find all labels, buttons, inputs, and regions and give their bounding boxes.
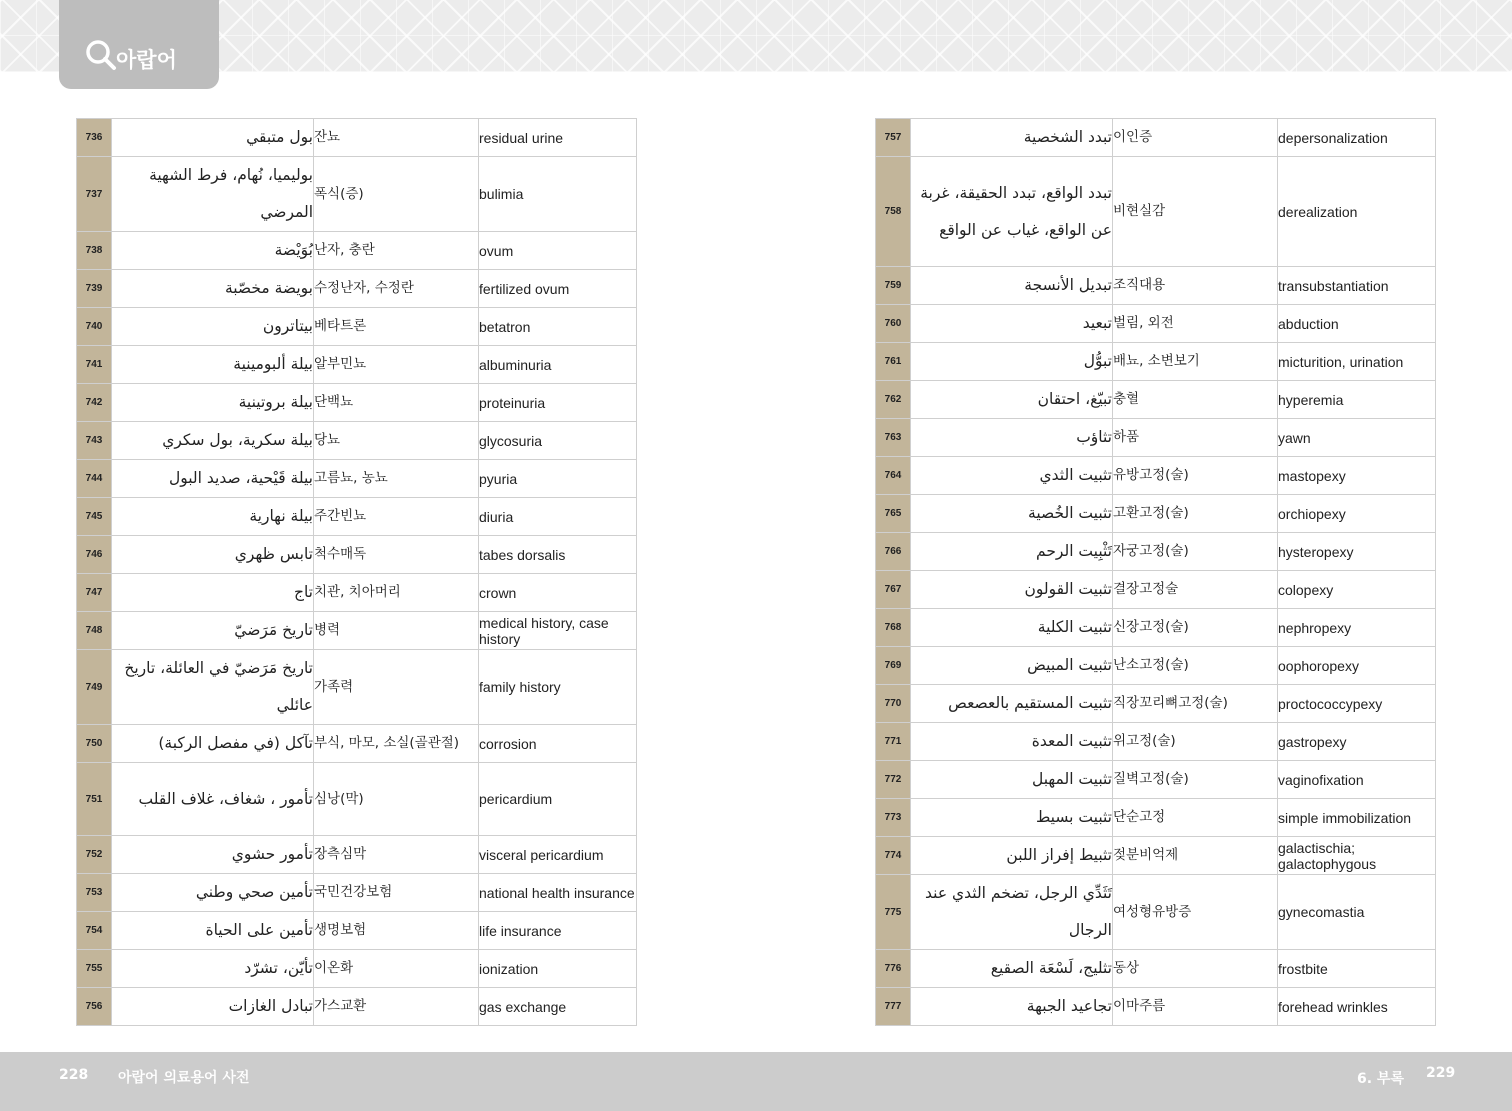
english-term: ovum [479, 232, 637, 270]
korean-term: 이온화 [314, 950, 479, 988]
entry-number: 766 [876, 533, 911, 571]
section-label: 6. 부록 [1357, 1071, 1404, 1087]
arabic-term: بُوَيْضة [112, 232, 314, 270]
table-row [77, 912, 637, 950]
arabic-term: تثبيت الكلية [911, 609, 1113, 647]
entry-number: 777 [876, 988, 911, 1026]
english-term: hyperemia [1278, 381, 1436, 419]
entry-number: 744 [77, 460, 112, 498]
arabic-term: تأيّن، تشرّد [112, 950, 314, 988]
entry-number: 757 [876, 119, 911, 157]
entry-number: 762 [876, 381, 911, 419]
search-icon [84, 38, 118, 72]
entry-number: 741 [77, 346, 112, 384]
entry-number: 759 [876, 267, 911, 305]
arabic-term: تابس ظهري [112, 536, 314, 574]
table-row [876, 571, 1436, 609]
arabic-term: تَثَدِّي الرجل، تضخم الثدي عند الرجال [911, 875, 1113, 950]
korean-term: 벌림, 외전 [1113, 305, 1278, 343]
table-row [876, 419, 1436, 457]
page-footer [0, 1052, 1512, 1111]
table-row [77, 346, 637, 384]
arabic-term: بيلة بروتينية [112, 384, 314, 422]
entry-number: 754 [77, 912, 112, 950]
left-page-number: 228 [59, 1067, 89, 1083]
entry-number: 770 [876, 685, 911, 723]
korean-term: 위고정(술) [1113, 723, 1278, 761]
arabic-term: بيلة قَيْحية، صديد البول [112, 460, 314, 498]
arabic-term: تثبيت القولون [911, 571, 1113, 609]
entry-number: 760 [876, 305, 911, 343]
korean-term: 하품 [1113, 419, 1278, 457]
entry-number: 746 [77, 536, 112, 574]
english-term: gynecomastia [1278, 875, 1436, 950]
table-row [876, 457, 1436, 495]
entry-number: 768 [876, 609, 911, 647]
english-term: glycosuria [479, 422, 637, 460]
arabic-term: تثبيت الخُصية [911, 495, 1113, 533]
english-term: national health insurance [479, 874, 637, 912]
arabic-term: تثبيط إفراز اللبن [911, 837, 1113, 875]
right-dictionary-table [875, 118, 1436, 1026]
korean-term: 신장고정(술) [1113, 609, 1278, 647]
arabic-term: تبدد الواقع، تبدد الحقيقة، غربة عن الواقع، غياب عن الواقع [911, 157, 1113, 267]
entry-number: 776 [876, 950, 911, 988]
korean-term: 조직대용 [1113, 267, 1278, 305]
arabic-term: تَثْبِيت الرحم [911, 533, 1113, 571]
table-row [77, 725, 637, 763]
entry-number: 756 [77, 988, 112, 1026]
english-term: proctococcypexy [1278, 685, 1436, 723]
entry-number: 763 [876, 419, 911, 457]
korean-term: 단순고정 [1113, 799, 1278, 837]
table-row [77, 874, 637, 912]
table-row [876, 381, 1436, 419]
table-row [876, 609, 1436, 647]
language-tab-label: 아랍어 [116, 48, 177, 72]
table-row [77, 612, 637, 650]
korean-term: 유방고정(술) [1113, 457, 1278, 495]
table-row [77, 270, 637, 308]
korean-term: 여성형유방증 [1113, 875, 1278, 950]
entry-number: 775 [876, 875, 911, 950]
english-term: diuria [479, 498, 637, 536]
arabic-term: تثبيت الثدي [911, 457, 1113, 495]
arabic-term: تبادل الغازات [112, 988, 314, 1026]
english-term: frostbite [1278, 950, 1436, 988]
korean-term: 폭식(증) [314, 157, 479, 232]
english-term: tabes dorsalis [479, 536, 637, 574]
english-term: pericardium [479, 763, 637, 836]
english-term: forehead wrinkles [1278, 988, 1436, 1026]
arabic-term: بول متبقي [112, 119, 314, 157]
korean-term: 가스교환 [314, 988, 479, 1026]
arabic-term: تثبيت بسيط [911, 799, 1113, 837]
entry-number: 749 [77, 650, 112, 725]
entry-number: 743 [77, 422, 112, 460]
korean-term: 척수매독 [314, 536, 479, 574]
entry-number: 764 [876, 457, 911, 495]
arabic-term: تثبيت المهبل [911, 761, 1113, 799]
arabic-term: تثليج، لَسْعَة الصقيع [911, 950, 1113, 988]
entry-number: 769 [876, 647, 911, 685]
korean-term: 고환고정(술) [1113, 495, 1278, 533]
korean-term: 배뇨, 소변보기 [1113, 343, 1278, 381]
entry-number: 750 [77, 725, 112, 763]
english-term: mastopexy [1278, 457, 1436, 495]
table-row [77, 988, 637, 1026]
english-term: hysteropexy [1278, 533, 1436, 571]
korean-term: 가족력 [314, 650, 479, 725]
entry-number: 738 [77, 232, 112, 270]
entry-number: 747 [77, 574, 112, 612]
korean-term: 치관, 치아머리 [314, 574, 479, 612]
table-row [876, 533, 1436, 571]
table-row [77, 460, 637, 498]
entry-number: 765 [876, 495, 911, 533]
english-term: crown [479, 574, 637, 612]
english-term: family history [479, 650, 637, 725]
arabic-term: تأمور ، شغاف، غلاف القلب [112, 763, 314, 836]
entry-number: 772 [876, 761, 911, 799]
table-row [876, 157, 1436, 267]
korean-term: 충혈 [1113, 381, 1278, 419]
header-pattern-band [0, 0, 1512, 72]
table-row [876, 761, 1436, 799]
table-row [77, 384, 637, 422]
book-title: 아랍어 의료용어 사전 [118, 1070, 250, 1086]
korean-term: 잔뇨 [314, 119, 479, 157]
korean-term: 질벽고정(술) [1113, 761, 1278, 799]
table-row [77, 763, 637, 836]
korean-term: 이마주름 [1113, 988, 1278, 1026]
korean-term: 병력 [314, 612, 479, 650]
table-row [77, 232, 637, 270]
korean-term: 결장고정술 [1113, 571, 1278, 609]
english-term: visceral pericardium [479, 836, 637, 874]
right-page-number: 229 [1426, 1065, 1456, 1081]
arabic-term: تأمين صحي وطني [112, 874, 314, 912]
korean-term: 알부민뇨 [314, 346, 479, 384]
arabic-term: تبدد الشخصية [911, 119, 1113, 157]
english-term: oophoropexy [1278, 647, 1436, 685]
arabic-term: بيلة ألبومينية [112, 346, 314, 384]
korean-term: 부식, 마모, 소실(골관절) [314, 725, 479, 763]
arabic-term: بيلة نهارية [112, 498, 314, 536]
english-term: residual urine [479, 119, 637, 157]
entry-number: 737 [77, 157, 112, 232]
english-term: depersonalization [1278, 119, 1436, 157]
arabic-term: تثبيت المستقيم بالعصعص [911, 685, 1113, 723]
english-term: ionization [479, 950, 637, 988]
entry-number: 753 [77, 874, 112, 912]
table-row [77, 119, 637, 157]
english-term: proteinuria [479, 384, 637, 422]
english-term: betatron [479, 308, 637, 346]
entry-number: 745 [77, 498, 112, 536]
korean-term: 자궁고정(술) [1113, 533, 1278, 571]
arabic-term: تأمور حشوي [112, 836, 314, 874]
table-row [876, 119, 1436, 157]
english-term: corrosion [479, 725, 637, 763]
korean-term: 젖분비억제 [1113, 837, 1278, 875]
table-row [77, 157, 637, 232]
table-row [876, 495, 1436, 533]
english-term: galactischia; galactophygous [1278, 837, 1436, 875]
arabic-term: تثبيت المعدة [911, 723, 1113, 761]
table-row [77, 950, 637, 988]
korean-term: 비현실감 [1113, 157, 1278, 267]
arabic-term: تثاؤب [911, 419, 1113, 457]
arabic-term: تاج [112, 574, 314, 612]
arabic-term: تبعيد [911, 305, 1113, 343]
table-row [876, 799, 1436, 837]
english-term: derealization [1278, 157, 1436, 267]
entry-number: 773 [876, 799, 911, 837]
table-row [77, 650, 637, 725]
english-term: abduction [1278, 305, 1436, 343]
korean-term: 동상 [1113, 950, 1278, 988]
arabic-term: تآكل (في مفصل الركبة) [112, 725, 314, 763]
korean-term: 고름뇨, 농뇨 [314, 460, 479, 498]
korean-term: 심낭(막) [314, 763, 479, 836]
korean-term: 난소고정(술) [1113, 647, 1278, 685]
english-term: life insurance [479, 912, 637, 950]
entry-number: 748 [77, 612, 112, 650]
arabic-term: تأمين على الحياة [112, 912, 314, 950]
arabic-term: تاريخ مَرَضيّ في العائلة، تاريخ عائلي [112, 650, 314, 725]
entry-number: 739 [77, 270, 112, 308]
table-row [77, 422, 637, 460]
korean-term: 단백뇨 [314, 384, 479, 422]
arabic-term: بيلة سكرية، بول سكري [112, 422, 314, 460]
english-term: medical history, case history [479, 612, 637, 650]
arabic-term: تبيّغ، احتقان [911, 381, 1113, 419]
table-row [77, 308, 637, 346]
korean-term: 생명보험 [314, 912, 479, 950]
english-term: orchiopexy [1278, 495, 1436, 533]
entry-number: 740 [77, 308, 112, 346]
arabic-term: بويضة مخصّبة [112, 270, 314, 308]
left-dictionary-table [76, 118, 637, 1026]
korean-term: 베타트론 [314, 308, 479, 346]
korean-term: 당뇨 [314, 422, 479, 460]
table-row [77, 574, 637, 612]
arabic-term: تثبيت المبيض [911, 647, 1113, 685]
table-row [876, 685, 1436, 723]
entry-number: 736 [77, 119, 112, 157]
english-term: simple immobilization [1278, 799, 1436, 837]
english-term: gas exchange [479, 988, 637, 1026]
korean-term: 직장꼬리뼈고정(술) [1113, 685, 1278, 723]
english-term: albuminuria [479, 346, 637, 384]
table-row [77, 536, 637, 574]
entry-number: 761 [876, 343, 911, 381]
entry-number: 755 [77, 950, 112, 988]
korean-term: 주간빈뇨 [314, 498, 479, 536]
table-row [77, 498, 637, 536]
entry-number: 751 [77, 763, 112, 836]
arabic-term: تبوُّل [911, 343, 1113, 381]
korean-term: 이인증 [1113, 119, 1278, 157]
arabic-term: بيتاترون [112, 308, 314, 346]
language-tab[interactable] [59, 0, 219, 89]
korean-term: 국민건강보험 [314, 874, 479, 912]
english-term: vaginofixation [1278, 761, 1436, 799]
table-row [876, 988, 1436, 1026]
entry-number: 752 [77, 836, 112, 874]
english-term: fertilized ovum [479, 270, 637, 308]
table-row [77, 836, 637, 874]
korean-term: 난자, 충란 [314, 232, 479, 270]
english-term: micturition, urination [1278, 343, 1436, 381]
table-row [876, 837, 1436, 875]
english-term: bulimia [479, 157, 637, 232]
table-row [876, 875, 1436, 950]
table-row [876, 647, 1436, 685]
korean-term: 장측심막 [314, 836, 479, 874]
table-row [876, 343, 1436, 381]
english-term: pyuria [479, 460, 637, 498]
arabic-term: تاريخ مَرَضيّ [112, 612, 314, 650]
entry-number: 767 [876, 571, 911, 609]
entry-number: 742 [77, 384, 112, 422]
table-row [876, 267, 1436, 305]
entry-number: 758 [876, 157, 911, 267]
table-row [876, 305, 1436, 343]
english-term: gastropexy [1278, 723, 1436, 761]
english-term: nephropexy [1278, 609, 1436, 647]
table-row [876, 723, 1436, 761]
entry-number: 774 [876, 837, 911, 875]
korean-term: 수정난자, 수정란 [314, 270, 479, 308]
table-row [876, 950, 1436, 988]
arabic-term: بوليميا، نُهام، فرط الشهية المرضي [112, 157, 314, 232]
english-term: colopexy [1278, 571, 1436, 609]
entry-number: 771 [876, 723, 911, 761]
english-term: yawn [1278, 419, 1436, 457]
arabic-term: تبديل الأنسجة [911, 267, 1113, 305]
english-term: transubstantiation [1278, 267, 1436, 305]
arabic-term: تجاعيد الجبهة [911, 988, 1113, 1026]
